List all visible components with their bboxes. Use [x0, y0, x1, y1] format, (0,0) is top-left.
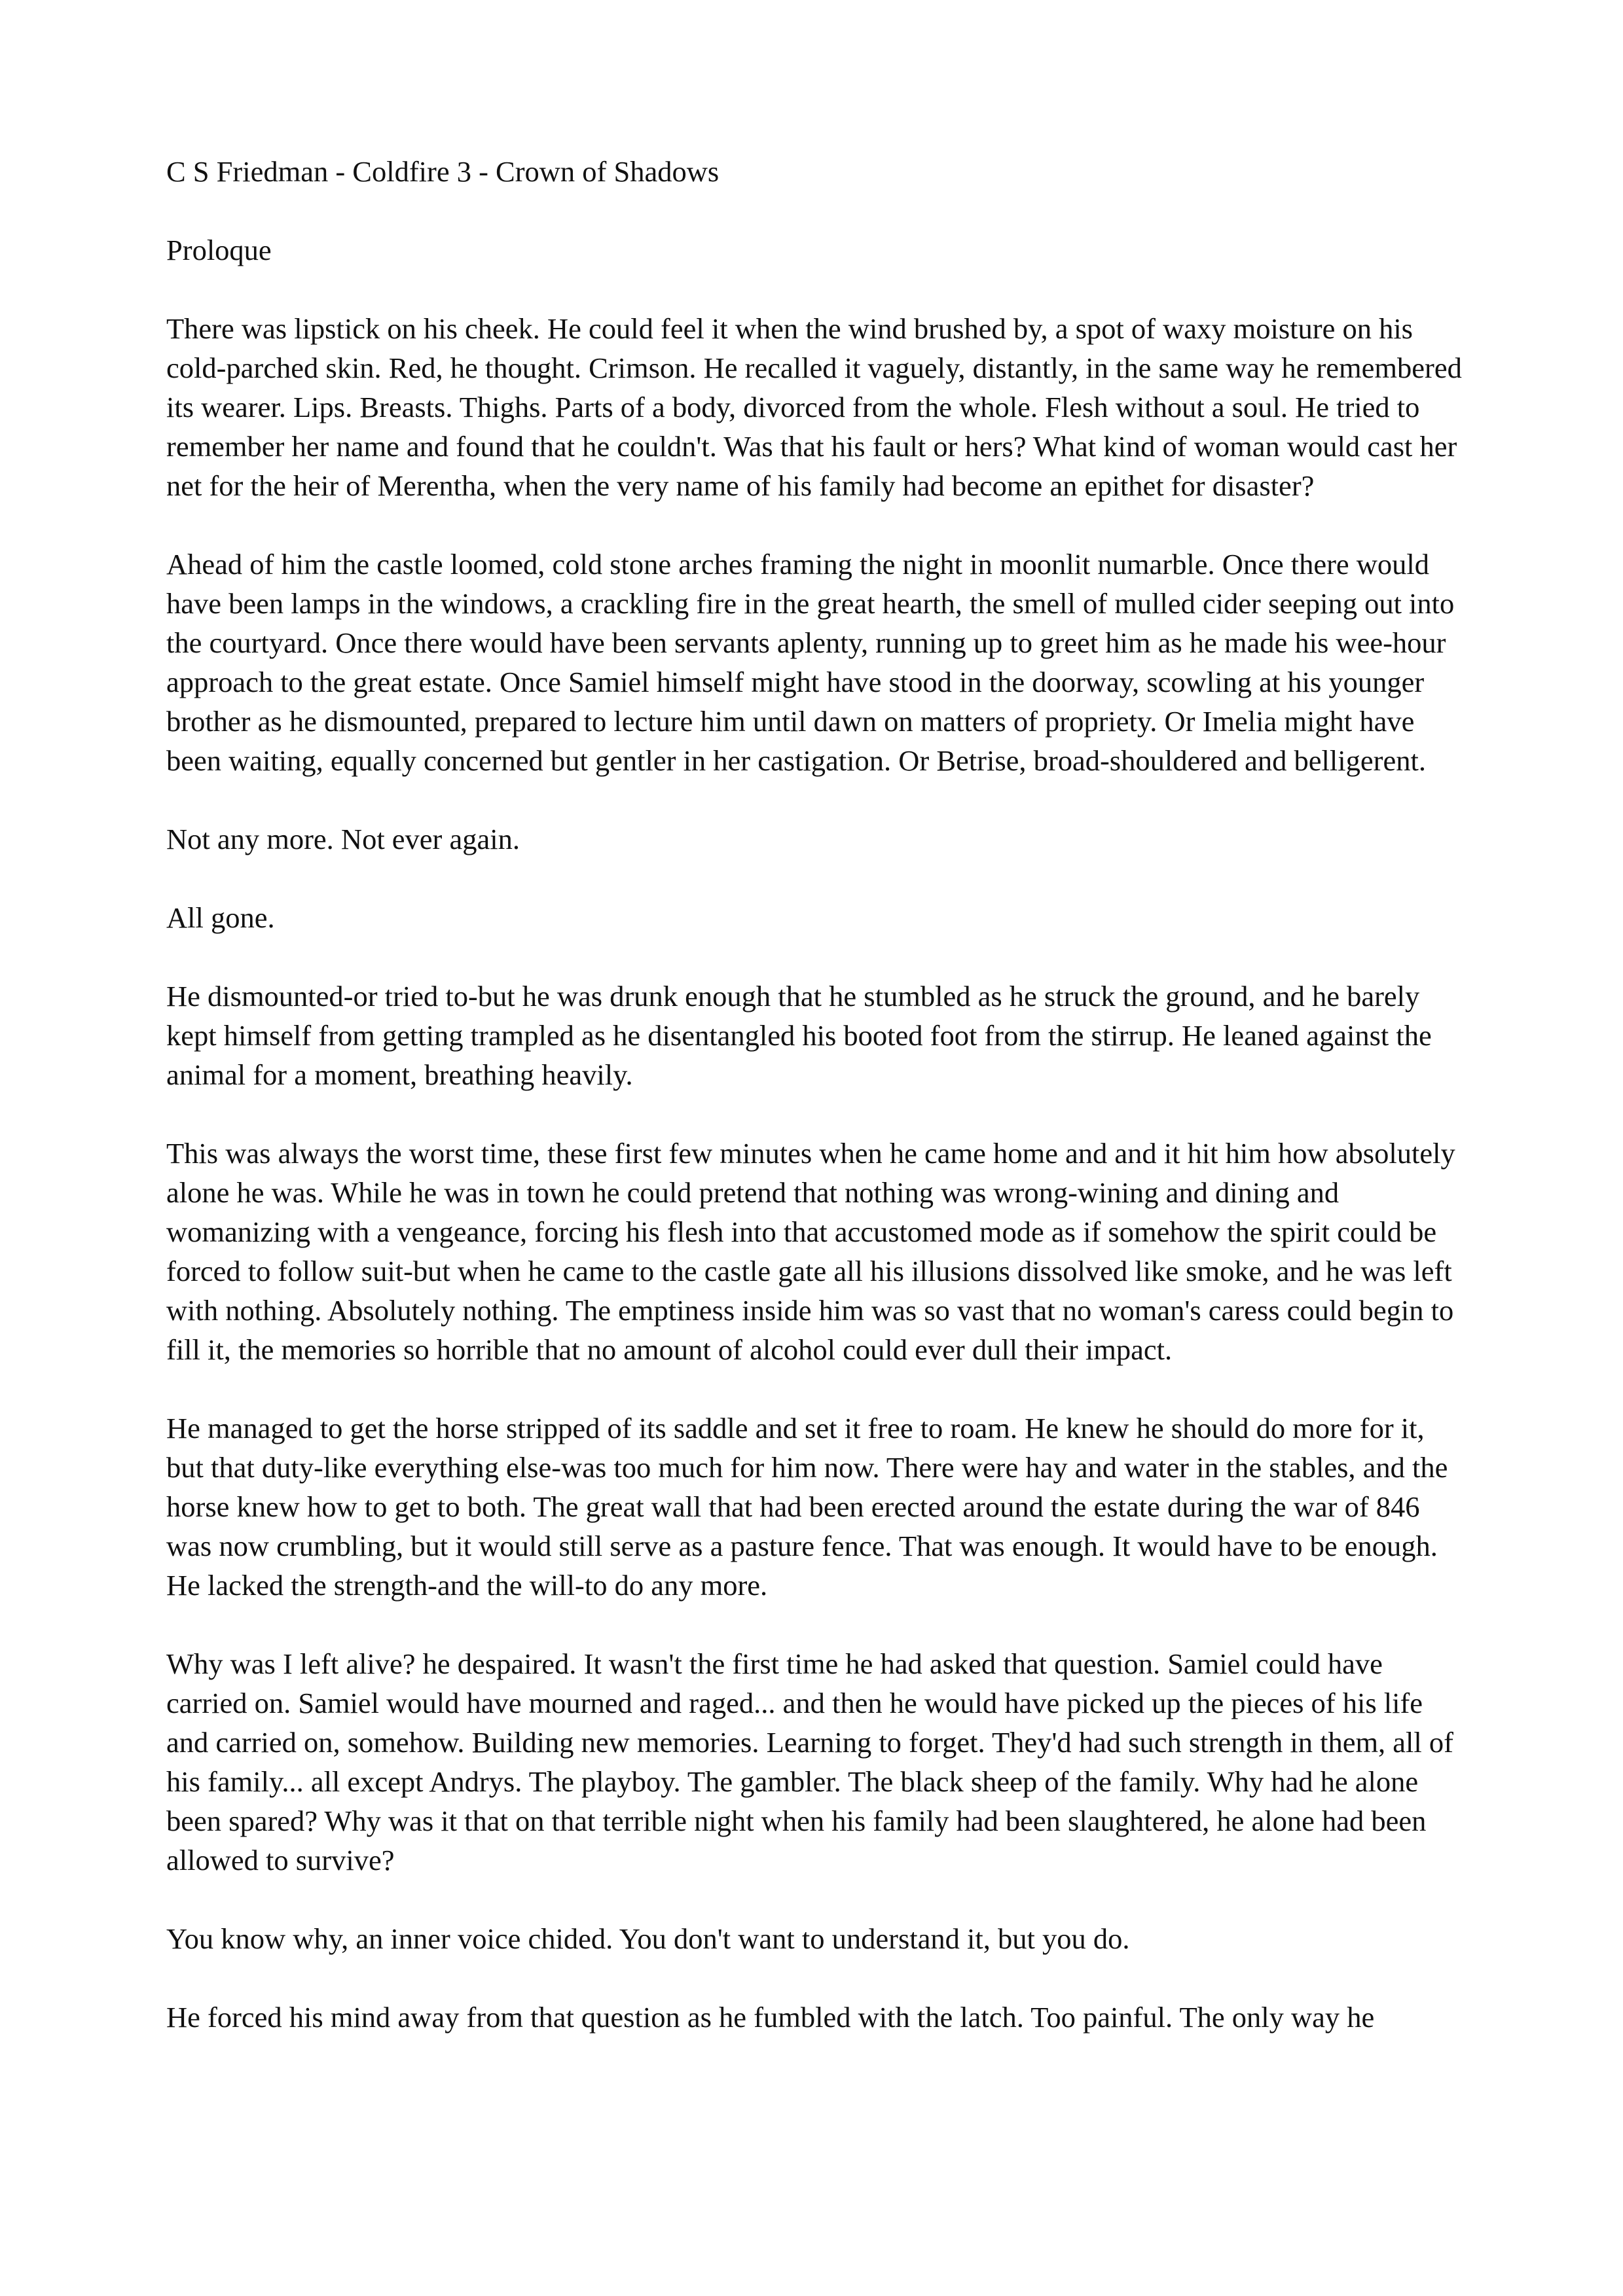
paragraph: This was always the worst time, these first few minutes when he came home and and it hit him how absolutely alone he was. While he was in town he could pretend that nothing was wrong-wining and dining and womanizing with a vengeance, forcing his flesh into that accustomed mode as if somehow the spirit could be forced to follow suit-but when he came to the castle gate all his illusions dissolved like smoke, and he was left with nothing. Absolutely nothing. The emptiness inside him was so vast that no woman's caress could begin to fill it, the memories so horrible that no amount of alcohol could ever dull their impact. [166, 1137, 1455, 1366]
paragraph: There was lipstick on his cheek. He could feel it when the wind brushed by, a spot of waxy moisture on his cold-parched skin. Red, he thought. Crimson. He recalled it vaguely, distantly, in the same way he remembered its wearer. Lips. Breasts. Thighs. Parts of a body, divorced from the whole. Flesh without a soul. He tried to remember her name and found that he couldn't. Was that his fault or hers? What kind of woman would cast her net for the heir of Merentha, when the very name of his family had become an epithet for disaster? [166, 312, 1462, 502]
paragraph: He dismounted-or tried to-but he was drunk enough that he stumbled as he struck the ground, and he barely kept himself from getting trampled as he disentangled his booted foot from the stirrup. He leaned against the animal for a moment, breathing heavily. [166, 980, 1432, 1091]
paragraph: Why was I left alive? he despaired. It wasn't the first time he had asked that question. Samiel could have carried on. Samiel would have mourned and raged... and then he would have picked up the pieces of his life and carried on, somehow. Building new memories. Learning to forget. They'd had such strength in them, all of his family... all except Andrys. The playboy. The gambler. The black sheep of the family. Why had he alone been spared? Why was it that on that terrible night when his family had been slaughtered, he alone had been allowed to survive? [166, 1647, 1453, 1876]
chapter-heading: Proloque [166, 234, 272, 266]
paragraph: He managed to get the horse stripped of its saddle and set it free to roam. He knew he should do more for it, but that duty-like everything else-was too much for him now. There were hay and water in the stables, and the horse knew how to get to both. The great wall that had been erected around the estate during the war of 846 was now crumbling, but it would still serve as a pasture fence. That was enough. It would have to be enough. He lacked the strength-and the will-to do any more. [166, 1412, 1448, 1602]
paragraph: Not any more. Not ever again. [166, 823, 520, 855]
document-title: C S Friedman - Coldfire 3 - Crown of Shadows [166, 155, 720, 188]
document-body [166, 152, 1463, 2076]
paragraph: You know why, an inner voice chided. You don't want to understand it, but you do. [166, 1922, 1130, 1955]
paragraph: Ahead of him the castle loomed, cold stone arches framing the night in moonlit numarble. Once there would have been lamps in the windows, a crackling fire in the great hearth, the smell of mulled cider seeping out into the courtyard. Once there would have been servants aplenty, running up to greet him as he made his wee-hour approach to the great estate. Once Samiel himself might have stood in the doorway, scowling at his younger brother as he dismounted, prepared to lecture him until dawn on matters of propriety. Or Imelia might have been waiting, equally concerned but gentler in her castigation. Or Betrise, broad-shouldered and belligerent. [166, 548, 1455, 777]
paragraph: All gone. [166, 901, 275, 934]
paragraph: He forced his mind away from that question as he fumbled with the latch. Too painful. The only way he [166, 2001, 1375, 2034]
